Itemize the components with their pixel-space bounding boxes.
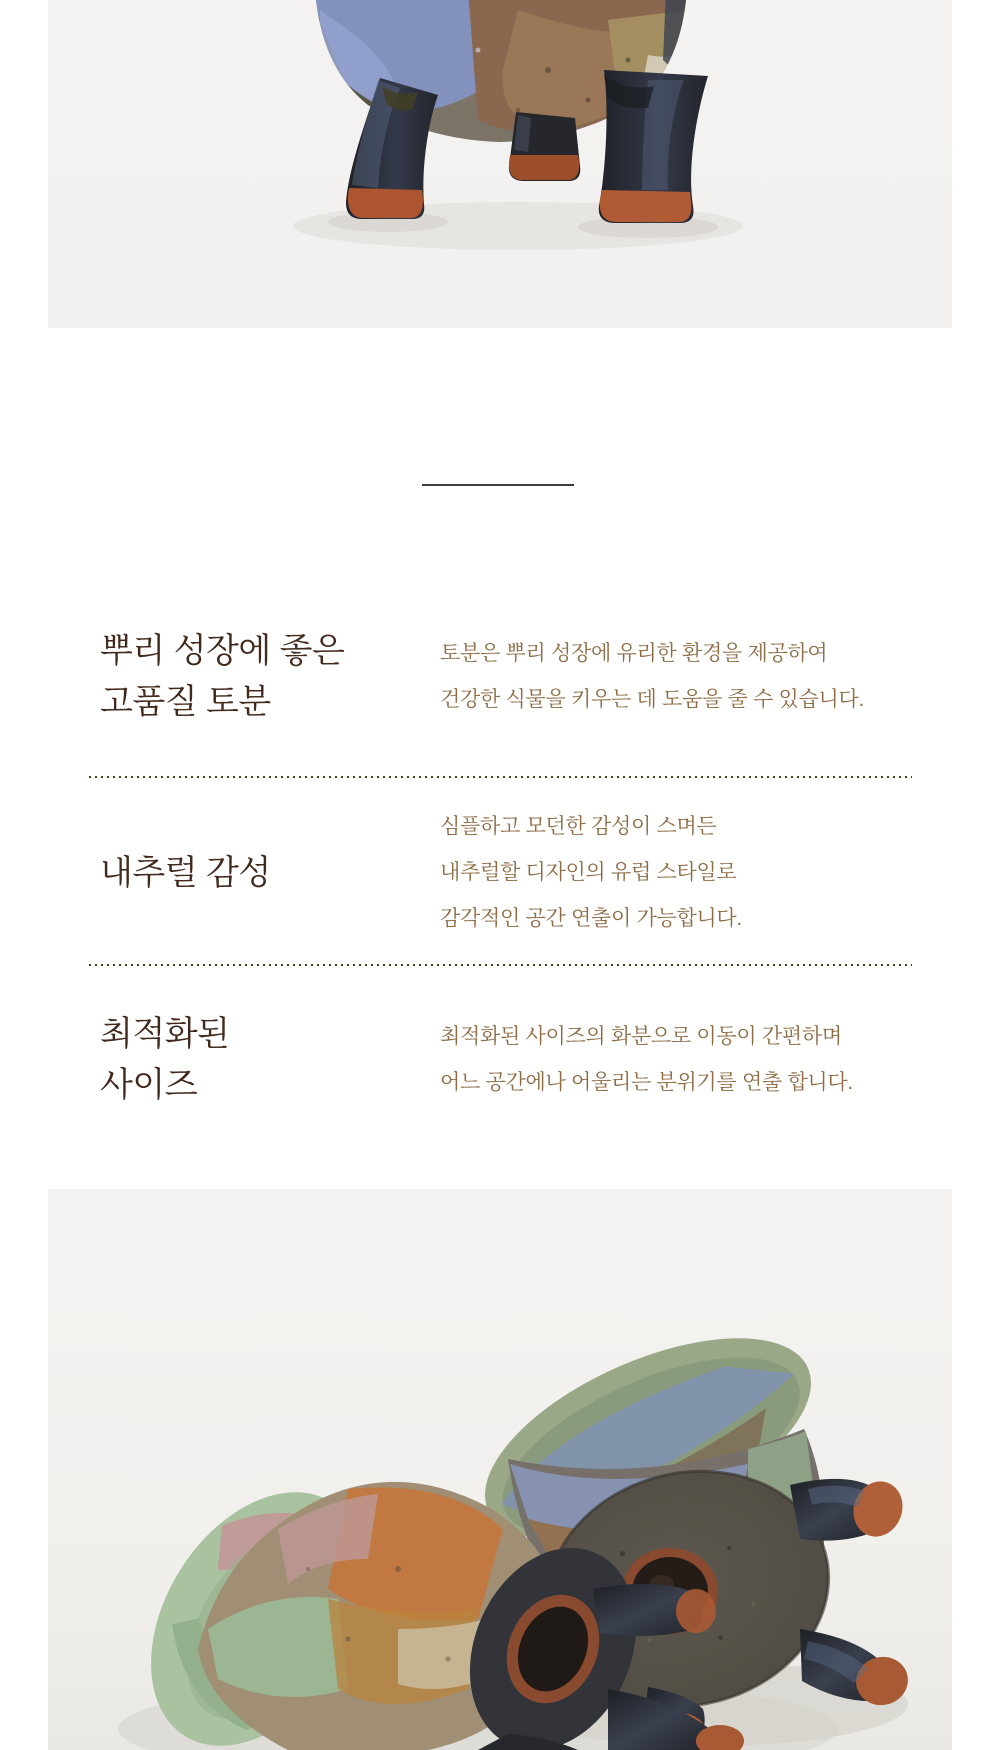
dotted-divider — [89, 964, 912, 966]
feature-heading-line: 최적화된 — [100, 1015, 230, 1053]
feature-description-line: 토분은 뿌리 성장에 유리한 환경을 제공하여 — [440, 642, 828, 665]
feature-description-line: 어느 공간에나 어울리는 분위기를 연출 합니다. — [440, 1071, 853, 1094]
feature-description — [440, 1014, 912, 1106]
hero-pot-illustration — [48, 0, 952, 328]
footer-product-photo — [48, 1189, 952, 1750]
feature-section-size — [100, 1008, 912, 1112]
feature-heading-line: 내추럴 감성 — [100, 853, 271, 892]
footer-pots-illustration — [48, 1189, 952, 1750]
feature-description-line: 감각적인 공간 연출이 가능합니다. — [440, 907, 742, 930]
feature-section-soil — [100, 620, 912, 734]
feature-description-line: 최적화된 사이즈의 화분으로 이동이 간편하며 — [440, 1025, 842, 1048]
feature-heading — [100, 626, 440, 728]
feature-description — [440, 804, 912, 942]
pot-leg-right — [599, 70, 708, 223]
feature-heading-line: 뿌리 성장에 좋은 — [100, 632, 345, 670]
feature-heading-line: 사이즈 — [100, 1066, 198, 1104]
feature-section-natural — [100, 808, 912, 938]
feature-description-line: 건강한 식물을 키우는 데 도움을 줄 수 있습니다. — [440, 688, 865, 711]
feature-description — [440, 631, 912, 723]
feature-heading — [100, 848, 440, 899]
feature-heading — [100, 1009, 440, 1111]
feature-heading-line: 고품질 토분 — [100, 683, 271, 721]
section-divider-line — [422, 484, 574, 486]
dotted-divider — [89, 776, 912, 778]
pot-leg-middle — [509, 112, 580, 181]
feature-description-line: 내추럴할 디자인의 유럽 스타일로 — [440, 861, 737, 884]
feature-description-line: 심플하고 모던한 감성이 스며든 — [440, 815, 717, 838]
hero-product-photo — [48, 0, 952, 328]
